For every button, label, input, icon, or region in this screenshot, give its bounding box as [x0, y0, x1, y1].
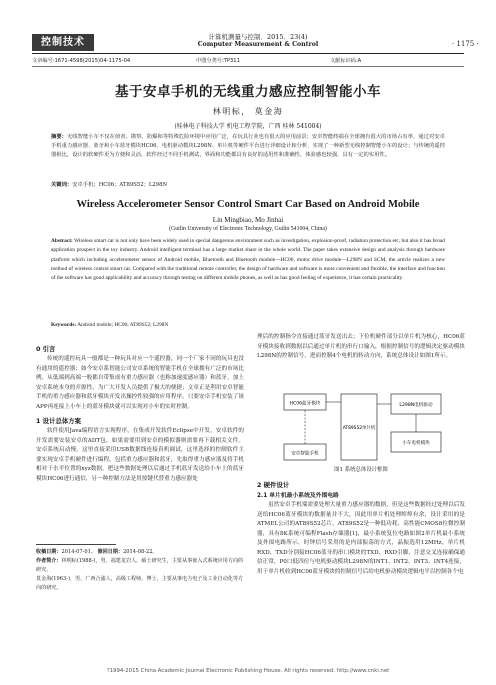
- page-number: · 1175 ·: [452, 40, 479, 48]
- figure-caption: 图1 系统总体设计框图: [334, 467, 388, 473]
- abstract-zh-text: 无线智能小车不仅在侦查、勘察、防爆和等特殊危险环境中应用广泛，在玩具行业也有很大的应用前景；安卓智能终端在全球拥有很大的市场占有率，通过对安卓手机重力感应器、蓝牙和小车蓝牙模块HC06、电机驱动模块L298N、单片机等硬件平台进行详细设计和分析，实现了一种新型无线控制智能小车的设计；与传统的遥控器相比，设计的软硬件更为方便和灵活，软件经过不同手机测试，界面和功能都具有良好的适用性和准确性，体验感也较强，具有一定的实用性。: [51, 134, 445, 159]
- footnote-author2: 莫金海(1963-)，男，广西合浦人，高级工程师，博士，主要从事电力电子及工业自动化等方向的研究。: [36, 576, 244, 591]
- abstract-en: [51, 237, 445, 283]
- received-label: 收稿日期：: [36, 549, 62, 555]
- header-rule: [32, 53, 464, 54]
- paper-title-zh: 基于安卓手机的无线重力感应控制智能小车: [115, 84, 381, 100]
- right-intro-paragraph: 理后的控制指令直接通过蓝牙发送出去；下位机硬件部分以单片机为核心，HC06蓝牙模块接收到数据以后通过单片机的串行口输入，根据控制信号的逻辑决定驱动模块L298N的控制信号，进而控制4个电机的转动方向，系统总体设计如图1所示。: [257, 334, 465, 359]
- revised-label: 修回日期：: [97, 549, 124, 555]
- mcu-label: AT89S52单片机: [342, 426, 376, 431]
- authors-zh: 林明标， 莫金海: [212, 107, 284, 116]
- footnote-author1: [36, 557, 244, 575]
- author1-bio: 林明标(1988-)，男，福建龙岩人，硕士研究生，主要从事嵌入式系统应用方向的研究。: [36, 558, 244, 573]
- copyright-line: ?1994-2015 China Academic Journal Electronic Publishing House. All rights reserved. http://www.cnki.net: [106, 668, 390, 674]
- affiliation-en: (Guilin University of Electronic Technology, Guilin 541004, China): [169, 226, 327, 232]
- keywords-zh: [51, 181, 445, 190]
- right-column-bottom: [257, 476, 465, 577]
- journal-header: [188, 33, 328, 49]
- motor-driver-label: L298N电机驱动: [399, 403, 433, 408]
- paper-title-en: Wireless Accelerometer Sensor Control Smart Car Based on Android Mobile: [76, 199, 420, 210]
- footnote-rule: [36, 544, 116, 545]
- clc-number: 中图分类号:TP311: [196, 58, 240, 64]
- section-heading-hardware: 2 硬件设计: [257, 481, 290, 489]
- affiliation-zh: (桂林电子科技大学 机电工程学院，广西 桂林 541004): [174, 123, 322, 130]
- bt-module-label: HC06蓝牙模块: [289, 401, 321, 407]
- section-heading-intro: 0 引言: [36, 345, 56, 353]
- section-heading-design: 1 设计总体方案: [36, 417, 82, 425]
- keywords-en: [51, 322, 445, 328]
- article-number: 文章编号:1671-4598(2015)04-1175-04: [32, 58, 131, 64]
- footnote-dates: [36, 548, 244, 557]
- keywords-zh-text: 安卓手机；HC06；AT89S52；L298N: [72, 182, 168, 188]
- abstract-zh: [51, 133, 445, 161]
- block-diagram-svg: [283, 388, 443, 468]
- mcu-paragraph: 虽然安卓手机端需要处理大量重力感应器的数据，但是这些数据经过处理以后发送给HC06蓝牙模块的数据量并不大，因此用单片机处理绰绰有余，设计采用的是ATMEL公司的AT89S52芯片，AT89S52是一种低功耗、高性能CMOS8位微控制器，具有8K系统可编程Flash存储器[1]，最小系统复位电路如图2单片机最小系统及外围电路所示，时钟信号采用的是内部振荡的方式，晶振选用12MHz，单片机RXD、TXD分别接HC06蓝牙的串口模块的TXD、RXD引脚，注意交叉连接确保通信正常，P0口低四位与电机驱动模块L298N的INT1、INT2、INT3、INT4连接，用于单片机收到HC06蓝牙模块的控制信号后给电机驱动模块逻辑电平以控制各个电: [257, 502, 465, 575]
- abstract-en-text: Wireless smart car is not only have been widely used in special dangerous environment such as investigation, explosion-proof, radiation protection etc, but also it has broad application prospect in the toy industry. Android intelligent terminal has a large market share in the whole world. The paper takes extensive design and analysis through hardware platform which including accelerometer sensor of Android mobile, Bluetooth and Bluetooth module—HC06, motor drive module—L298N and SCM, the article realizes a new method of wireless control smart car. Compared with the traditional remote controller, the design of hardware and software is more convenient and flexible, the interface and function of the software has good applicability and accuracy through testing on different mobile phones, as well as has good feeling of experience, it has certain practicality.: [51, 238, 445, 282]
- column-tag: 控制技术: [32, 34, 94, 51]
- keywords-en-label: Keywords:: [51, 322, 77, 328]
- journal-name-zh: 计算机测量与控制．2015．23(4): [208, 33, 308, 41]
- phone-label: 安卓智能手机: [291, 451, 319, 457]
- document-code: 文献标识码:A: [330, 58, 362, 64]
- abstract-en-label: Abstract:: [51, 238, 73, 244]
- intro-paragraph: 传统的遥控玩具一般都是一种玩具对应一个遥控器，同一个厂家不同的玩具也没有通用的遥控器；如今安卓系智能公司安卓系统的智能手机在全球拥有广泛的市场比例，从低端到高端一般都自带集成有重力感应器（也称加速度感应器）和蓝牙，加上安卓系统本身的开源性，为广大开发人员提供了极大的便捷；文章正是利用安卓智能手机的重力感应器和蓝牙模块开发出操控性较强的应用程序，只要安卓手机安装了该APP再连接上小车上的蓝牙模块就可以实现对小车的实时控制。: [36, 356, 244, 410]
- keywords-en-text: Android mobile; HC06; AT89S52; L298N: [77, 322, 169, 328]
- footnote: [36, 548, 244, 593]
- revised-date: 2014-08-22。: [123, 549, 158, 555]
- received-date: 2014-07-01。: [61, 549, 96, 555]
- keywords-zh-label: 关键词：: [51, 182, 73, 188]
- abstract-zh-label: 摘要：: [51, 134, 67, 140]
- left-column: [36, 340, 244, 484]
- car-motor-label: 小车电机模块: [402, 441, 430, 446]
- meta-rule: [32, 66, 464, 67]
- system-block-diagram: [283, 388, 443, 468]
- design-paragraph: 软件使用Java编程语言实现程序，在集成开发软件Eclipse中开发，安卓软件的开发需要安装安卓的ADT包，如果需要用到安卓的模拟器则需要再下载相关文件。安卓系统启动慢，这里直接采用USB数据线连接真机调试，这里选择的控制软件主要实现安卓手机硬件进行编程，包括重力感应器和蓝牙，先取得重力感应器及将手机相对于水平位置的xyz数据，把这些数据处理以后通过手机蓝牙发送给小车上的蓝牙模块HC06进行通信，另一种控制方法是用按键代替重力感应器处: [36, 428, 244, 482]
- journal-name-en: Computer Measurement & Control: [197, 41, 319, 48]
- author-bio-label: 作者简介：: [36, 558, 62, 564]
- authors-en: Lin Mingbiao, Mo Jinhai: [212, 216, 284, 224]
- subsection-heading-mcu: 2.1 单片机最小系统及外围电路: [257, 493, 339, 499]
- right-column-top: [257, 333, 465, 362]
